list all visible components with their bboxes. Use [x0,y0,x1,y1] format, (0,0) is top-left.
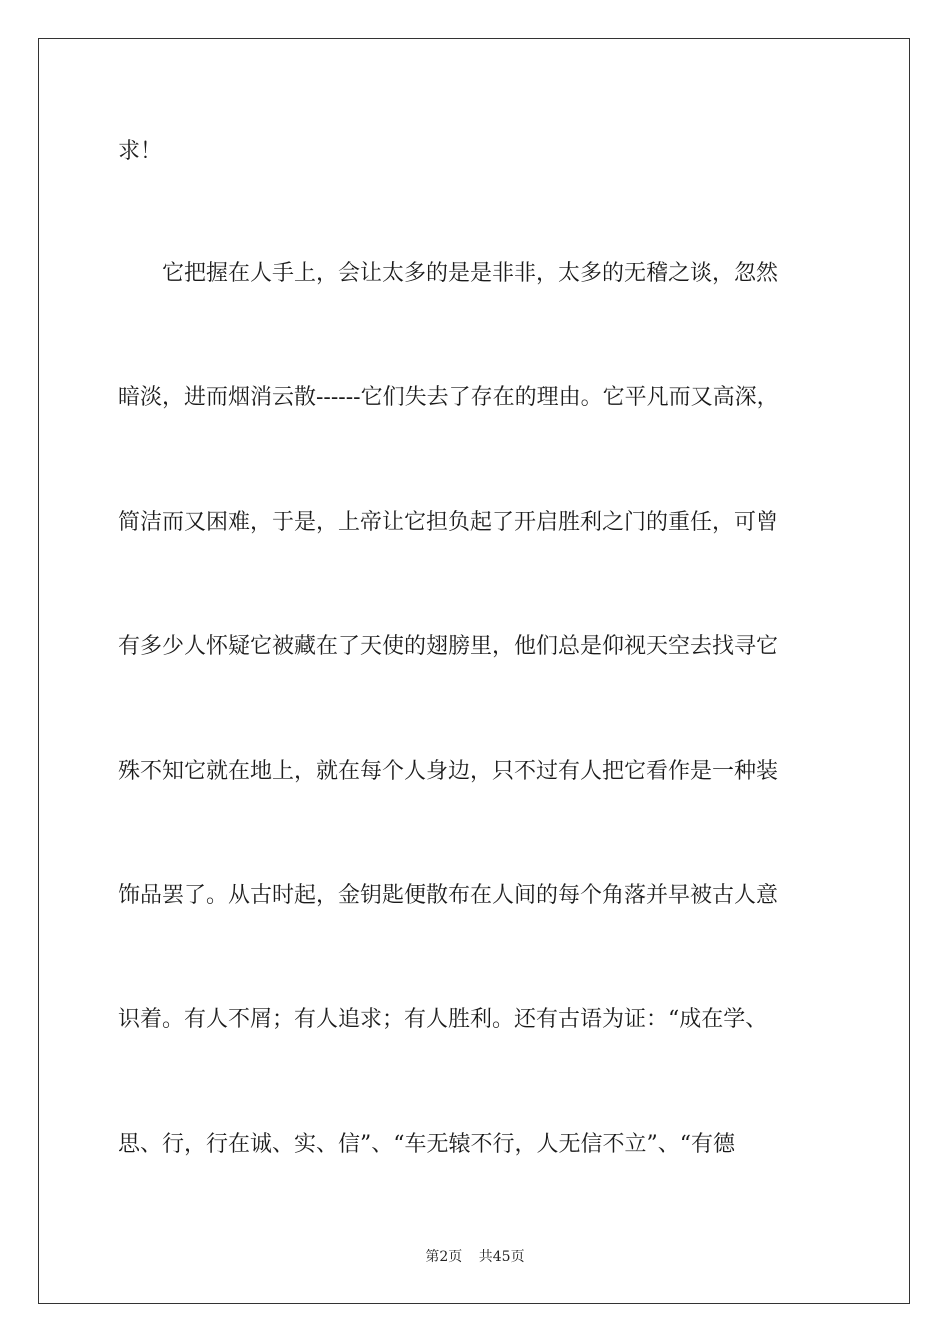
text-line-5: 有多少人怀疑它被藏在了天使的翅膀里，他们总是仰视天空去找寻它 [118,634,779,659]
text-line-3: 暗淡，进而烟消云散------它们失去了存在的理由。它平凡而又高深， [118,385,779,410]
text-line-6: 殊不知它就在地上，就在每个人身边，只不过有人把它看作是一种装 [118,759,779,784]
text-line-7: 饰品罢了。从古时起，金钥匙便散布在人间的每个角落并早被古人意 [118,883,779,908]
text-line-2: 它把握在人手上，会让太多的是是非非，太多的无稽之谈，忽然 [162,261,779,286]
text-line-4: 简洁而又困难，于是，上帝让它担负起了开启胜利之门的重任，可曾 [118,510,779,535]
page-total: 共45页 [478,1249,525,1265]
text-line-8: 识着。有人不屑；有人追求；有人胜利。还有古语为证：“成在学、 [118,1007,768,1032]
page-border [38,38,910,1304]
page-number: 第2页 [425,1249,463,1265]
text-line-9: 思、行，行在诚、实、信”、“车无辕不行，人无信不立”、“有德 [118,1132,735,1157]
text-line-1: 求！ [118,139,163,164]
page-footer [0,1246,950,1266]
